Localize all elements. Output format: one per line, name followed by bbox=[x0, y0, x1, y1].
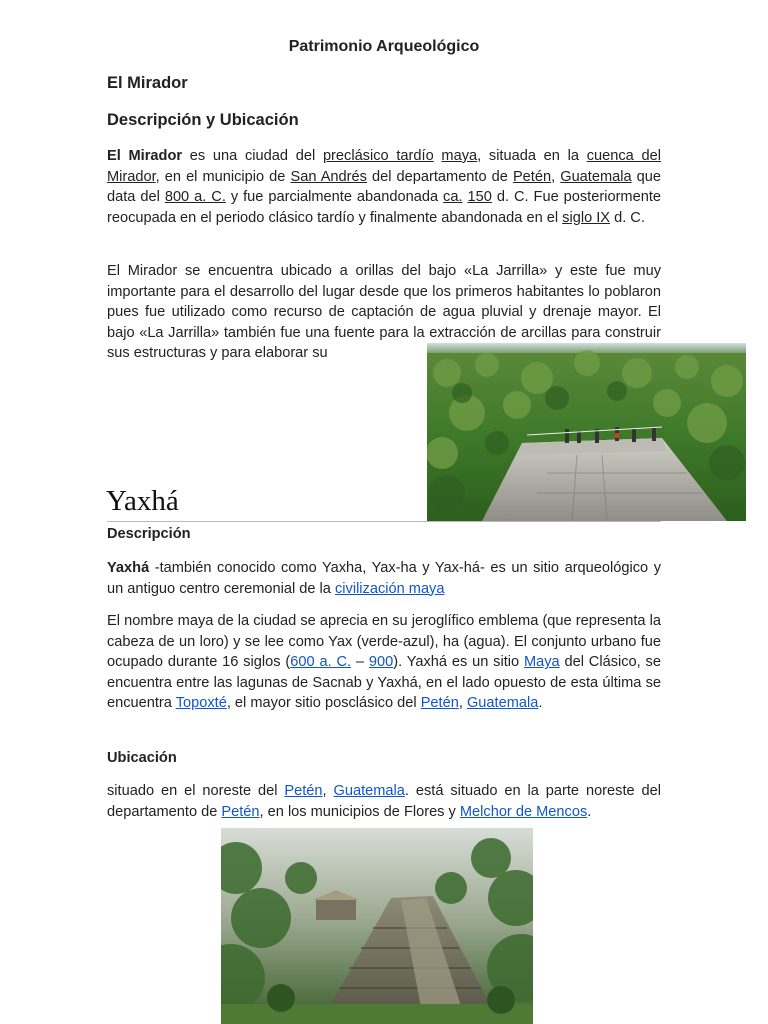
link-cuenca-mirador[interactable]: cuenca del Mirador bbox=[107, 148, 661, 185]
link-guatemala[interactable]: Guatemala bbox=[560, 168, 632, 185]
link-ca[interactable]: ca. bbox=[443, 189, 463, 206]
link-siglo-ix[interactable]: siglo IX bbox=[562, 209, 611, 226]
yaxha-photo bbox=[221, 828, 533, 1024]
yaxha-paragraph-2: El nombre maya de la ciudad se aprecia en su jeroglífico emblema (que representa la cabeza de un loro) y se lee como Yax (verde-azul), ha (agua). El conjunto urbano fue ocupado durante 16 siglos (600 a. C. – 900). Yaxhá es un sitio Maya del Clásico, se encuentra entre las lagunas de Sacnab y Yaxhá, en el lado opuesto de esta última se encuentra Topoxté, el mayor sitio posclásico del Petén, Guatemala. bbox=[107, 613, 661, 712]
link-maya[interactable]: maya bbox=[441, 148, 478, 164]
link-san-andres[interactable]: San Andrés bbox=[290, 168, 367, 185]
link-guatemala[interactable]: Guatemala bbox=[333, 783, 405, 799]
link-150[interactable]: 150 bbox=[467, 189, 492, 206]
link-melchor-de-mencos[interactable]: Melchor de Mencos bbox=[459, 803, 588, 820]
el-mirador-photo bbox=[427, 343, 746, 521]
mirador-paragraph-2: El Mirador se encuentra ubicado a orillas del bajo «La Jarrilla» y este fue muy importante para el desarrollo del lugar desde que los primeros habitantes lo poblaron pues fue utilizado como recurso de captación de agua pluvial y drenaje mayor. El bajo «La Jarrilla» también fue una fuente para la extracción de arcillas para construir sus estructuras y para elaborar su bbox=[107, 263, 661, 362]
link-topoxte[interactable]: Topoxté bbox=[175, 695, 227, 712]
link-800ac[interactable]: 800 a. C. bbox=[164, 189, 226, 206]
bold-term: Yaxhá bbox=[107, 560, 150, 576]
link-600ac[interactable]: 600 a. C. bbox=[290, 654, 352, 671]
yaxha-paragraph-1: Yaxhá -también conocido como Yaxha, Yax-ha y Yax-há- es un sitio arqueológico y un antiguo centro ceremonial de la civilización maya bbox=[107, 560, 661, 597]
link-civilizacion-maya[interactable]: civilización maya bbox=[334, 580, 445, 597]
link-peten[interactable]: Petén bbox=[420, 695, 459, 712]
heading-rule bbox=[107, 521, 661, 522]
yaxha-description-heading: Descripción bbox=[107, 526, 191, 542]
link-peten-2[interactable]: Petén bbox=[221, 803, 260, 820]
link-900[interactable]: 900 bbox=[368, 654, 394, 671]
yaxha-ubicacion-heading: Ubicación bbox=[107, 750, 177, 766]
link-guatemala[interactable]: Guatemala bbox=[466, 695, 539, 712]
bold-term: El Mirador bbox=[107, 148, 183, 164]
yaxha-paragraph-3: situado en el noreste del Petén, Guatemala. está situado en la parte noreste del departamento de Petén, en los municipios de Flores y Melchor de Mencos. bbox=[107, 783, 662, 820]
yaxha-heading: Yaxhá bbox=[106, 485, 179, 517]
mirador-section-heading: Descripción y Ubicación bbox=[107, 111, 299, 129]
link-peten[interactable]: Petén bbox=[512, 168, 552, 185]
link-peten[interactable]: Petén bbox=[284, 783, 323, 799]
link-maya[interactable]: Maya bbox=[523, 654, 560, 671]
document-title: Patrimonio Arqueológico bbox=[288, 38, 480, 55]
mirador-heading: El Mirador bbox=[107, 74, 188, 92]
mirador-paragraph-1: El Mirador es una ciudad del preclásico tardío maya, situada en la cuenca del Mirador, en el municipio de San Andrés del departamento de Petén, Guatemala que data del 800 a. C. y fue parcialmente abandonada ca. 150 d. C. Fue posteriormente reocupada en el periodo clásico tardío y finalmente abandonada en el siglo IX d. C. bbox=[107, 148, 662, 226]
link-preclasico[interactable]: preclásico tardío bbox=[322, 148, 434, 164]
